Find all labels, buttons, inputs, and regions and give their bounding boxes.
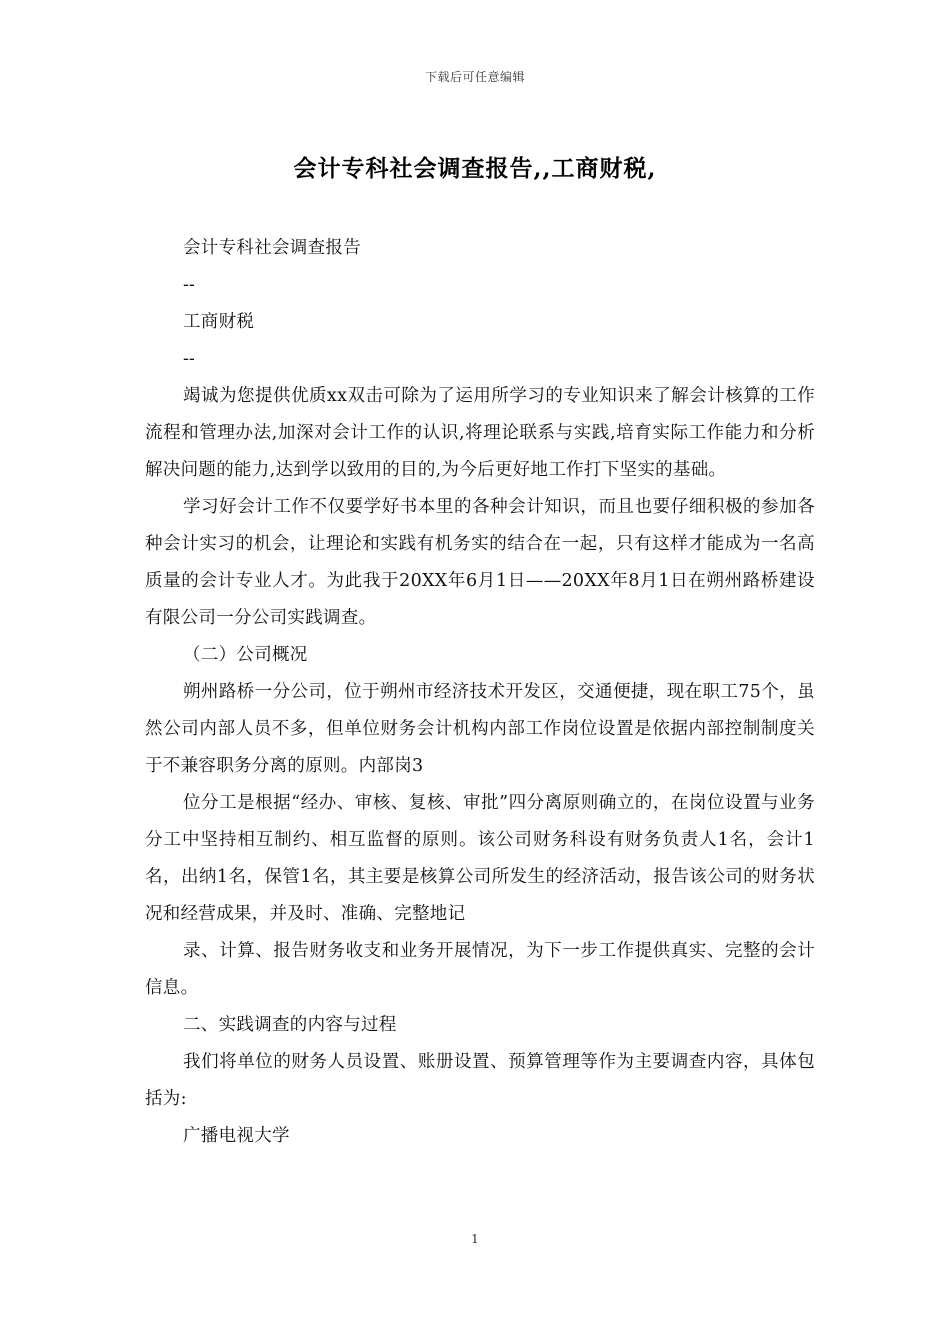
paragraph-tail: 广播电视大学: [183, 1126, 290, 1146]
section-heading-process: 二、实践调查的内容与过程: [183, 1015, 397, 1035]
paragraph-category: 工商财税: [183, 312, 255, 332]
document-body: [145, 230, 815, 1155]
section-heading-company: （二）公司概况: [183, 645, 308, 665]
header-note: 下载后可任意编辑: [424, 70, 525, 84]
document-title: 会计专科社会调查报告,,工商财税,: [293, 155, 657, 182]
paragraph-purpose: 学习好会计工作不仅要学好书本里的各种会计知识，而且也要仔细积极的参加各种会计实习的机会，让理论和实践有机务实的结合在一起，只有这样才能成为一名高质量的会计专业人才。为此我于20XX年6月1日——20XX年8月1日在朔州路桥建设有限公司一分公司实践调查。: [145, 497, 815, 628]
paragraph-subtitle: 会计专科社会调查报告: [183, 238, 361, 258]
paragraph-company: 朔州路桥一分公司，位于朔州市经济技术开发区，交通便捷，现在职工75个，虽然公司内部人员不多，但单位财务会计机构内部工作岗位设置是依据内部控制制度关于不兼容职务分离的原则。内部岗3: [145, 682, 815, 776]
paragraph-records: 录、计算、报告财务收支和业务开展情况，为下一步工作提供真实、完整的会计信息。: [145, 941, 815, 998]
paragraph-intro: 竭诚为您提供优质xx双击可除为了运用所学习的专业知识来了解会计核算的工作流程和管理办法,加深对会计工作的认识,将理论联系与实践,培育实际工作能力和分析解决问题的能力,达到学以致用的目的,为今后更好地工作打下坚实的基础。: [145, 386, 815, 480]
paragraph-separator: --: [183, 349, 195, 369]
paragraph-separator: --: [183, 275, 195, 295]
paragraph-division: 位分工是根据“经办、审核、复核、审批”四分离原则确立的，在岗位设置与业务分工中坚持相互制约、相互监督的原则。该公司财务科设有财务负责人1名，会计1名，出纳1名，保管1名，其主要是核算公司所发生的经济活动，报告该公司的财务状况和经营成果，并及时、准确、完整地记: [145, 793, 815, 924]
page-number: 1: [471, 1232, 479, 1246]
paragraph-content: 我们将单位的财务人员设置、账册设置、预算管理等作为主要调查内容，具体包括为:: [145, 1052, 815, 1109]
